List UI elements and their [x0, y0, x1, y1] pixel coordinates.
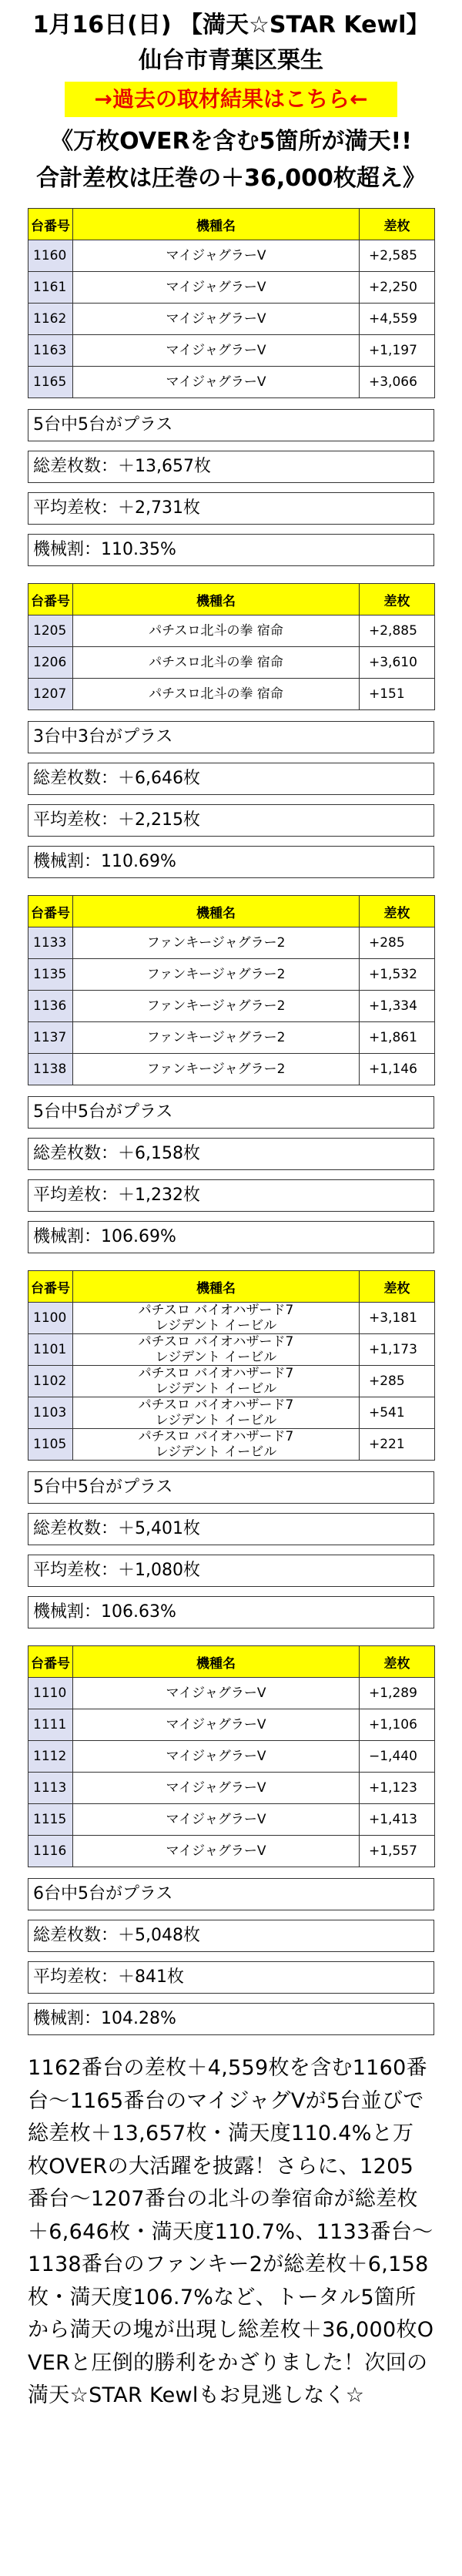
average-diff-text: 平均差枚：＋841枚	[28, 1961, 434, 1994]
diff-value: +541	[360, 1397, 435, 1429]
machine-name-line: マイジャグラーV	[166, 311, 266, 327]
average-diff-text: 平均差枚：＋1,232枚	[28, 1179, 434, 1212]
payout-rate-text: 機械割：110.35%	[28, 534, 434, 566]
machine-name	[73, 240, 360, 272]
diff-value: −1,440	[360, 1741, 435, 1773]
table-row	[28, 991, 435, 1022]
diff-value: +1,413	[360, 1804, 435, 1836]
diff-value: +2,585	[360, 240, 435, 272]
plus-count-text: 3台中3台がプラス	[28, 721, 434, 753]
machine-name	[73, 304, 360, 335]
result-group	[28, 208, 434, 566]
machine-name	[73, 1773, 360, 1804]
headline-line-2: 合計差枚は圧巻の＋36,000枚超え》	[36, 165, 426, 192]
machine-name	[73, 1709, 360, 1741]
machine-name-line: マイジャグラーV	[166, 280, 266, 295]
machine-number: 1163	[28, 335, 73, 367]
machine-name	[73, 1054, 360, 1085]
machine-number: 1207	[28, 679, 73, 710]
diff-value: +1,861	[360, 1022, 435, 1054]
diff-value: +1,289	[360, 1678, 435, 1709]
table-row	[28, 1303, 435, 1334]
column-header-diff: 差枚	[360, 1271, 435, 1303]
machine-name-line: マイジャグラーV	[166, 343, 266, 358]
column-header-diff: 差枚	[360, 1646, 435, 1678]
diff-value: +1,106	[360, 1709, 435, 1741]
diff-value: +1,334	[360, 991, 435, 1022]
machine-number: 1162	[28, 304, 73, 335]
machine-name-line: ファンキージャグラー2	[146, 967, 286, 982]
diff-value: +2,885	[360, 615, 435, 647]
payout-rate-text: 機械割：110.69%	[28, 846, 434, 878]
article	[28, 0, 434, 2413]
machine-name-line: レジデント イービル	[155, 1444, 277, 1460]
machine-number: 1136	[28, 991, 73, 1022]
total-diff-text: 総差枚数：＋6,646枚	[28, 763, 434, 795]
machine-name-line: マイジャグラーV	[166, 1843, 266, 1859]
table-row	[28, 927, 435, 959]
column-header-machine: 機種名	[73, 896, 360, 927]
summary-paragraph: 1162番台の差枚＋4,559枚を含む1160番台〜1165番台のマイジャグVが5台並びで総差枚＋13,657枚・満天度110.4%と万枚OVERの大活躍を披露！さらに、1205番台〜1207番台の北斗の拳宿命が総差枚＋6,646枚・満天度110.7%、1133番台〜1138番台のファンキー2が総差枚＋6,158枚・満天度106.7%など、トータル5箇所から満天の塊が出現し総差枚＋36,000枚OVERと圧倒的勝利をかざりました！次回の満天☆STAR Kewlもお見逃しなく☆	[28, 2056, 434, 2407]
table-row	[28, 679, 435, 710]
machine-table	[28, 1270, 435, 1461]
column-header-machine: 機種名	[73, 584, 360, 615]
diff-value: +1,173	[360, 1334, 435, 1366]
table-row	[28, 1022, 435, 1054]
machine-number: 1135	[28, 959, 73, 991]
machine-name-line: マイジャグラーV	[166, 1812, 266, 1827]
machine-number: 1161	[28, 272, 73, 304]
payout-rate-text: 機械割：106.63%	[28, 1596, 434, 1628]
machine-name	[73, 367, 360, 398]
machine-name	[73, 1334, 360, 1366]
machine-number: 1116	[28, 1836, 73, 1867]
machine-name-line: マイジャグラーV	[166, 1749, 266, 1764]
payout-rate-text: 機械割：104.28%	[28, 2003, 434, 2035]
table-row	[28, 1429, 435, 1461]
machine-number: 1138	[28, 1054, 73, 1085]
results-groups	[28, 208, 434, 2035]
machine-number: 1111	[28, 1709, 73, 1741]
column-header-machine: 機種名	[73, 209, 360, 240]
machine-table	[28, 208, 435, 398]
column-header-machine: 機種名	[73, 1271, 360, 1303]
machine-name	[73, 1429, 360, 1461]
machine-number: 1137	[28, 1022, 73, 1054]
column-header-number: 台番号	[28, 1271, 73, 1303]
machine-name	[73, 1303, 360, 1334]
table-row	[28, 240, 435, 272]
machine-name	[73, 272, 360, 304]
machine-name	[73, 927, 360, 959]
diff-value: +2,250	[360, 272, 435, 304]
machine-name-line: パチスロ バイオハザード7	[138, 1429, 294, 1444]
machine-number: 1115	[28, 1804, 73, 1836]
machine-name	[73, 1397, 360, 1429]
machine-name-line: マイジャグラーV	[166, 248, 266, 263]
machine-name-line: ファンキージャグラー2	[146, 998, 286, 1014]
column-header-diff: 差枚	[360, 584, 435, 615]
table-row	[28, 1804, 435, 1836]
table-row	[28, 959, 435, 991]
column-header-diff: 差枚	[360, 896, 435, 927]
plus-count-text: 6台中5台がプラス	[28, 1878, 434, 1910]
machine-name	[73, 959, 360, 991]
machine-name	[73, 615, 360, 647]
machine-number: 1112	[28, 1741, 73, 1773]
machine-name	[73, 679, 360, 710]
column-header-machine: 機種名	[73, 1646, 360, 1678]
machine-number: 1160	[28, 240, 73, 272]
diff-value: +3,610	[360, 647, 435, 679]
machine-number: 1101	[28, 1334, 73, 1366]
column-header-number: 台番号	[28, 209, 73, 240]
table-row	[28, 1836, 435, 1867]
average-diff-text: 平均差枚：＋1,080枚	[28, 1555, 434, 1587]
plus-count-text: 5台中5台がプラス	[28, 1471, 434, 1504]
past-results-link[interactable]: →過去の取材結果はこちら←	[65, 82, 397, 117]
machine-name-line: パチスロ バイオハザード7	[138, 1303, 294, 1318]
machine-number: 1105	[28, 1429, 73, 1461]
machine-name	[73, 1366, 360, 1397]
machine-name	[73, 335, 360, 367]
diff-value: +1,557	[360, 1836, 435, 1867]
machine-name	[73, 1836, 360, 1867]
machine-number: 1102	[28, 1366, 73, 1397]
machine-name-line: パチスロ バイオハザード7	[138, 1397, 294, 1413]
diff-value: +285	[360, 927, 435, 959]
machine-name-line: マイジャグラーV	[166, 374, 266, 390]
result-group	[28, 1270, 434, 1628]
diff-value: +1,146	[360, 1054, 435, 1085]
machine-number: 1206	[28, 647, 73, 679]
column-header-number: 台番号	[28, 584, 73, 615]
column-header-number: 台番号	[28, 1646, 73, 1678]
plus-count-text: 5台中5台がプラス	[28, 409, 434, 441]
payout-rate-text: 機械割：106.69%	[28, 1221, 434, 1253]
page-title: 1月16日(日) 【満天☆STAR Kewl】	[32, 12, 430, 39]
total-diff-text: 総差枚数：＋13,657枚	[28, 451, 434, 483]
table-row	[28, 367, 435, 398]
machine-name-line: パチスロ北斗の拳 宿命	[149, 655, 283, 670]
total-diff-text: 総差枚数：＋5,048枚	[28, 1920, 434, 1952]
machine-table	[28, 1645, 435, 1867]
diff-value: +285	[360, 1366, 435, 1397]
average-diff-text: 平均差枚：＋2,731枚	[28, 492, 434, 525]
result-group	[28, 895, 434, 1253]
result-group	[28, 583, 434, 878]
table-row	[28, 272, 435, 304]
plus-count-text: 5台中5台がプラス	[28, 1096, 434, 1129]
machine-name	[73, 647, 360, 679]
machine-table	[28, 895, 435, 1085]
diff-value: +1,532	[360, 959, 435, 991]
table-row	[28, 1678, 435, 1709]
table-row	[28, 1334, 435, 1366]
diff-value: +151	[360, 679, 435, 710]
headline-line-1: 《万枚OVERを含む5箇所が満天!!	[50, 128, 412, 155]
location-text: 仙台市青葉区栗生	[139, 47, 323, 74]
table-row	[28, 1054, 435, 1085]
machine-name-line: レジデント イービル	[155, 1413, 277, 1428]
diff-value: +221	[360, 1429, 435, 1461]
table-row	[28, 1773, 435, 1804]
machine-table	[28, 583, 435, 710]
column-header-diff: 差枚	[360, 209, 435, 240]
machine-name-line: パチスロ北斗の拳 宿命	[149, 686, 283, 702]
machine-name-line: パチスロ バイオハザード7	[138, 1366, 294, 1381]
machine-name-line: マイジャグラーV	[166, 1717, 266, 1732]
machine-number: 1110	[28, 1678, 73, 1709]
table-row	[28, 647, 435, 679]
machine-name-line: ファンキージャグラー2	[146, 1062, 286, 1077]
diff-value: +3,066	[360, 367, 435, 398]
machine-name-line: マイジャグラーV	[166, 1685, 266, 1701]
machine-number: 1103	[28, 1397, 73, 1429]
total-diff-text: 総差枚数：＋5,401枚	[28, 1513, 434, 1545]
machine-name-line: レジデント イービル	[155, 1381, 277, 1397]
machine-name	[73, 1022, 360, 1054]
table-row	[28, 1709, 435, 1741]
machine-name-line: ファンキージャグラー2	[146, 935, 286, 951]
machine-name-line: レジデント イービル	[155, 1318, 277, 1333]
machine-number: 1133	[28, 927, 73, 959]
machine-name	[73, 1678, 360, 1709]
machine-name-line: パチスロ バイオハザード7	[138, 1334, 294, 1350]
diff-value: +1,197	[360, 335, 435, 367]
machine-name-line: ファンキージャグラー2	[146, 1030, 286, 1045]
machine-name-line: パチスロ北斗の拳 宿命	[149, 623, 283, 639]
machine-name	[73, 991, 360, 1022]
diff-value: +1,123	[360, 1773, 435, 1804]
diff-value: +3,181	[360, 1303, 435, 1334]
machine-number: 1100	[28, 1303, 73, 1334]
table-row	[28, 1397, 435, 1429]
machine-name-line: レジデント イービル	[155, 1350, 277, 1365]
machine-number: 1205	[28, 615, 73, 647]
result-group	[28, 1645, 434, 2035]
table-row	[28, 335, 435, 367]
machine-name	[73, 1741, 360, 1773]
column-header-number: 台番号	[28, 896, 73, 927]
machine-name	[73, 1804, 360, 1836]
table-row	[28, 1741, 435, 1773]
table-row	[28, 1366, 435, 1397]
diff-value: +4,559	[360, 304, 435, 335]
machine-number: 1113	[28, 1773, 73, 1804]
table-row	[28, 615, 435, 647]
machine-name-line: マイジャグラーV	[166, 1780, 266, 1796]
total-diff-text: 総差枚数：＋6,158枚	[28, 1138, 434, 1170]
machine-number: 1165	[28, 367, 73, 398]
average-diff-text: 平均差枚：＋2,215枚	[28, 804, 434, 837]
table-row	[28, 304, 435, 335]
